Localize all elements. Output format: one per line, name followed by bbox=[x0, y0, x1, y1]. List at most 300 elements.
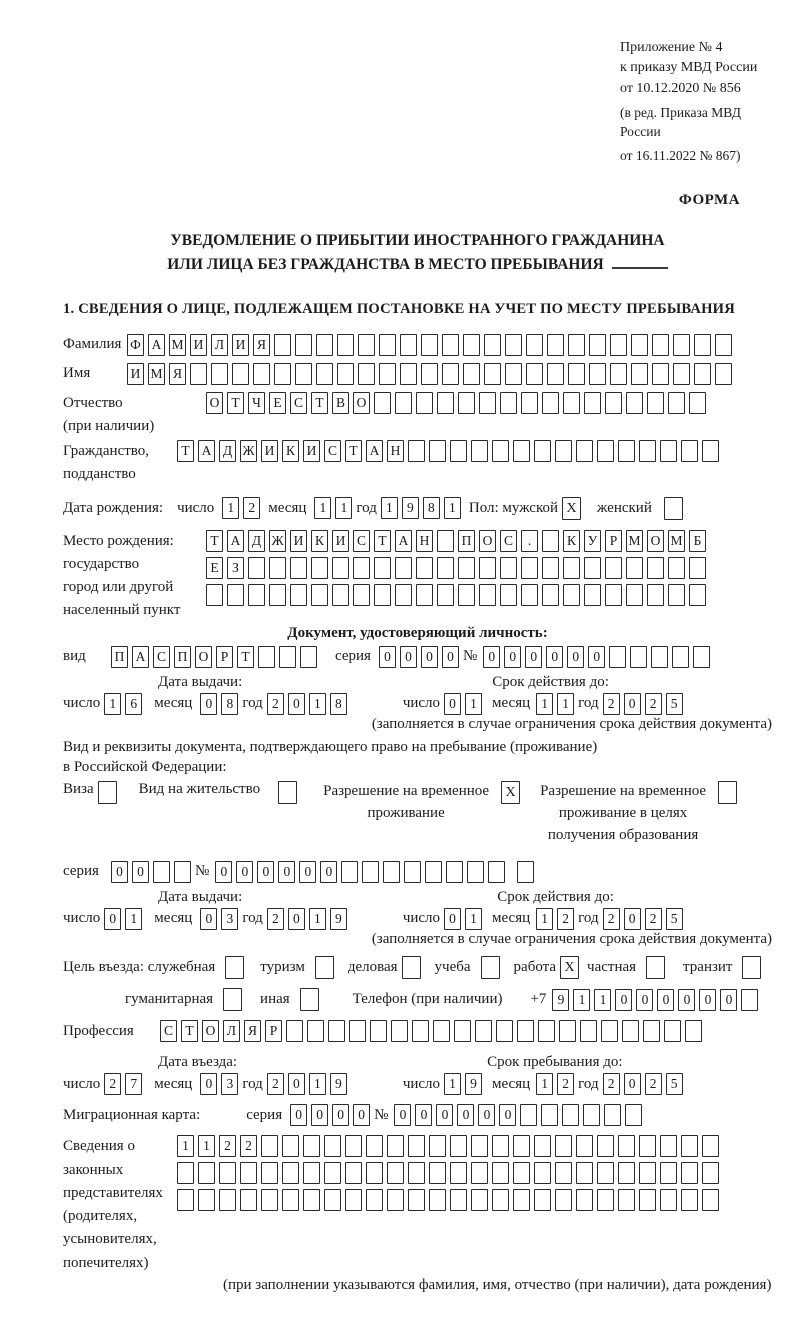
char-cell[interactable]: 0 bbox=[288, 693, 305, 715]
char-cell[interactable]: Р bbox=[265, 1020, 282, 1042]
char-cell[interactable]: И bbox=[190, 334, 207, 356]
char-cell[interactable]: 0 bbox=[288, 908, 305, 930]
char-cell[interactable] bbox=[450, 1162, 467, 1184]
char-cell[interactable] bbox=[269, 557, 286, 579]
char-cell[interactable] bbox=[622, 1020, 639, 1042]
char-cell[interactable] bbox=[454, 1020, 471, 1042]
char-cell[interactable] bbox=[303, 1135, 320, 1157]
char-cell[interactable] bbox=[190, 363, 207, 385]
char-cell[interactable]: 9 bbox=[330, 1073, 347, 1095]
char-cell[interactable] bbox=[681, 1162, 698, 1184]
char-cell[interactable] bbox=[353, 584, 370, 606]
char-cell[interactable] bbox=[282, 1135, 299, 1157]
char-cell[interactable] bbox=[568, 334, 585, 356]
char-cell[interactable] bbox=[576, 440, 593, 462]
char-cell[interactable]: О bbox=[206, 392, 223, 414]
char-cell[interactable] bbox=[303, 1162, 320, 1184]
char-cell[interactable]: 1 bbox=[104, 693, 121, 715]
char-cell[interactable] bbox=[576, 1162, 593, 1184]
char-cell[interactable] bbox=[311, 584, 328, 606]
char-cell[interactable] bbox=[517, 1020, 534, 1042]
char-cell[interactable] bbox=[408, 1135, 425, 1157]
char-cell[interactable]: 0 bbox=[504, 646, 521, 668]
char-cell[interactable] bbox=[534, 440, 551, 462]
char-cell[interactable] bbox=[458, 584, 475, 606]
char-cell[interactable] bbox=[563, 584, 580, 606]
char-cell[interactable]: 0 bbox=[444, 908, 461, 930]
char-cell[interactable]: О bbox=[353, 392, 370, 414]
char-cell[interactable] bbox=[555, 1135, 572, 1157]
char-cell[interactable] bbox=[261, 1189, 278, 1211]
char-cell[interactable]: 2 bbox=[243, 497, 260, 519]
checkbox[interactable] bbox=[300, 988, 319, 1011]
char-cell[interactable] bbox=[471, 1189, 488, 1211]
char-cell[interactable] bbox=[345, 1162, 362, 1184]
char-cell[interactable] bbox=[601, 1020, 618, 1042]
char-cell[interactable] bbox=[366, 1135, 383, 1157]
char-cell[interactable] bbox=[702, 1135, 719, 1157]
char-cell[interactable] bbox=[328, 1020, 345, 1042]
char-cell[interactable]: 0 bbox=[442, 646, 459, 668]
char-cell[interactable] bbox=[295, 334, 312, 356]
checkbox[interactable] bbox=[315, 956, 334, 979]
char-cell[interactable]: Ж bbox=[240, 440, 257, 462]
char-cell[interactable] bbox=[609, 646, 626, 668]
char-cell[interactable] bbox=[626, 584, 643, 606]
char-cell[interactable]: 9 bbox=[330, 908, 347, 930]
char-cell[interactable] bbox=[513, 1135, 530, 1157]
char-cell[interactable]: 2 bbox=[267, 908, 284, 930]
char-cell[interactable] bbox=[639, 1135, 656, 1157]
char-cell[interactable]: 0 bbox=[678, 989, 695, 1011]
char-cell[interactable] bbox=[337, 334, 354, 356]
char-cell[interactable] bbox=[631, 334, 648, 356]
char-cell[interactable] bbox=[274, 334, 291, 356]
char-cell[interactable] bbox=[517, 861, 534, 883]
char-cell[interactable] bbox=[534, 1189, 551, 1211]
char-cell[interactable] bbox=[589, 334, 606, 356]
char-cell[interactable] bbox=[374, 392, 391, 414]
char-cell[interactable] bbox=[219, 1162, 236, 1184]
char-cell[interactable] bbox=[668, 557, 685, 579]
checkbox[interactable]: X bbox=[560, 956, 579, 979]
char-cell[interactable]: М bbox=[169, 334, 186, 356]
char-cell[interactable] bbox=[610, 363, 627, 385]
char-cell[interactable] bbox=[429, 1135, 446, 1157]
char-cell[interactable] bbox=[521, 392, 538, 414]
char-cell[interactable]: 1 bbox=[222, 497, 239, 519]
char-cell[interactable]: 0 bbox=[624, 908, 641, 930]
char-cell[interactable] bbox=[404, 861, 421, 883]
char-cell[interactable] bbox=[538, 1020, 555, 1042]
char-cell[interactable] bbox=[568, 363, 585, 385]
char-cell[interactable]: Р bbox=[605, 530, 622, 552]
char-cell[interactable]: 0 bbox=[720, 989, 737, 1011]
char-cell[interactable] bbox=[542, 530, 559, 552]
char-cell[interactable] bbox=[177, 1162, 194, 1184]
char-cell[interactable]: 0 bbox=[624, 693, 641, 715]
char-cell[interactable] bbox=[626, 557, 643, 579]
char-cell[interactable]: Т bbox=[345, 440, 362, 462]
char-cell[interactable] bbox=[332, 557, 349, 579]
char-cell[interactable] bbox=[366, 1189, 383, 1211]
char-cell[interactable] bbox=[534, 1135, 551, 1157]
checkbox[interactable]: X bbox=[562, 497, 581, 520]
char-cell[interactable]: Л bbox=[223, 1020, 240, 1042]
char-cell[interactable]: О bbox=[479, 530, 496, 552]
char-cell[interactable] bbox=[353, 557, 370, 579]
char-cell[interactable] bbox=[153, 861, 170, 883]
char-cell[interactable] bbox=[521, 584, 538, 606]
char-cell[interactable] bbox=[211, 363, 228, 385]
char-cell[interactable]: К bbox=[311, 530, 328, 552]
char-cell[interactable] bbox=[374, 557, 391, 579]
checkbox[interactable] bbox=[98, 781, 117, 804]
char-cell[interactable] bbox=[290, 584, 307, 606]
char-cell[interactable]: 2 bbox=[267, 1073, 284, 1095]
char-cell[interactable] bbox=[358, 334, 375, 356]
char-cell[interactable] bbox=[604, 1104, 621, 1126]
char-cell[interactable] bbox=[541, 1104, 558, 1126]
char-cell[interactable] bbox=[555, 1162, 572, 1184]
char-cell[interactable] bbox=[702, 1162, 719, 1184]
char-cell[interactable]: 8 bbox=[423, 497, 440, 519]
char-cell[interactable]: С bbox=[324, 440, 341, 462]
char-cell[interactable] bbox=[562, 1104, 579, 1126]
char-cell[interactable] bbox=[324, 1189, 341, 1211]
char-cell[interactable]: 8 bbox=[221, 693, 238, 715]
char-cell[interactable] bbox=[416, 557, 433, 579]
char-cell[interactable] bbox=[286, 1020, 303, 1042]
char-cell[interactable] bbox=[400, 363, 417, 385]
char-cell[interactable] bbox=[366, 1162, 383, 1184]
char-cell[interactable]: 0 bbox=[624, 1073, 641, 1095]
checkbox[interactable] bbox=[402, 956, 421, 979]
char-cell[interactable]: 2 bbox=[267, 693, 284, 715]
char-cell[interactable]: 0 bbox=[483, 646, 500, 668]
char-cell[interactable]: А bbox=[132, 646, 149, 668]
char-cell[interactable]: Т bbox=[227, 392, 244, 414]
char-cell[interactable]: 0 bbox=[400, 646, 417, 668]
checkbox[interactable] bbox=[742, 956, 761, 979]
char-cell[interactable] bbox=[741, 989, 758, 1011]
char-cell[interactable] bbox=[282, 1189, 299, 1211]
char-cell[interactable]: 3 bbox=[221, 1073, 238, 1095]
char-cell[interactable] bbox=[639, 1162, 656, 1184]
char-cell[interactable] bbox=[563, 557, 580, 579]
char-cell[interactable]: Я bbox=[253, 334, 270, 356]
char-cell[interactable] bbox=[261, 1162, 278, 1184]
char-cell[interactable]: И bbox=[290, 530, 307, 552]
char-cell[interactable] bbox=[345, 1135, 362, 1157]
char-cell[interactable] bbox=[303, 1189, 320, 1211]
char-cell[interactable]: М bbox=[148, 363, 165, 385]
char-cell[interactable] bbox=[555, 1189, 572, 1211]
char-cell[interactable]: 1 bbox=[557, 693, 574, 715]
char-cell[interactable] bbox=[652, 363, 669, 385]
char-cell[interactable] bbox=[521, 557, 538, 579]
char-cell[interactable]: 0 bbox=[444, 693, 461, 715]
char-cell[interactable] bbox=[206, 584, 223, 606]
char-cell[interactable] bbox=[219, 1189, 236, 1211]
char-cell[interactable] bbox=[442, 363, 459, 385]
char-cell[interactable]: К bbox=[282, 440, 299, 462]
char-cell[interactable] bbox=[295, 363, 312, 385]
char-cell[interactable]: 1 bbox=[314, 497, 331, 519]
char-cell[interactable] bbox=[471, 1162, 488, 1184]
char-cell[interactable] bbox=[647, 392, 664, 414]
char-cell[interactable] bbox=[429, 1162, 446, 1184]
char-cell[interactable] bbox=[383, 861, 400, 883]
char-cell[interactable] bbox=[610, 334, 627, 356]
char-cell[interactable] bbox=[542, 557, 559, 579]
char-cell[interactable] bbox=[446, 861, 463, 883]
char-cell[interactable]: 1 bbox=[536, 908, 553, 930]
char-cell[interactable] bbox=[681, 440, 698, 462]
char-cell[interactable] bbox=[643, 1020, 660, 1042]
char-cell[interactable] bbox=[227, 584, 244, 606]
char-cell[interactable]: 1 bbox=[125, 908, 142, 930]
char-cell[interactable]: С bbox=[160, 1020, 177, 1042]
char-cell[interactable]: К bbox=[563, 530, 580, 552]
char-cell[interactable] bbox=[651, 646, 668, 668]
char-cell[interactable]: С bbox=[153, 646, 170, 668]
char-cell[interactable]: П bbox=[111, 646, 128, 668]
char-cell[interactable] bbox=[362, 861, 379, 883]
char-cell[interactable] bbox=[471, 1135, 488, 1157]
char-cell[interactable]: 9 bbox=[402, 497, 419, 519]
char-cell[interactable] bbox=[547, 334, 564, 356]
char-cell[interactable] bbox=[307, 1020, 324, 1042]
char-cell[interactable] bbox=[660, 1162, 677, 1184]
char-cell[interactable]: 6 bbox=[125, 693, 142, 715]
char-cell[interactable]: 1 bbox=[335, 497, 352, 519]
char-cell[interactable]: И bbox=[303, 440, 320, 462]
char-cell[interactable]: 1 bbox=[309, 693, 326, 715]
char-cell[interactable] bbox=[450, 440, 467, 462]
char-cell[interactable] bbox=[597, 440, 614, 462]
char-cell[interactable]: Е bbox=[269, 392, 286, 414]
char-cell[interactable]: 0 bbox=[215, 861, 232, 883]
char-cell[interactable]: З bbox=[227, 557, 244, 579]
char-cell[interactable] bbox=[715, 334, 732, 356]
char-cell[interactable]: С bbox=[353, 530, 370, 552]
char-cell[interactable] bbox=[408, 440, 425, 462]
char-cell[interactable] bbox=[450, 1135, 467, 1157]
char-cell[interactable]: 2 bbox=[104, 1073, 121, 1095]
char-cell[interactable]: И bbox=[261, 440, 278, 462]
char-cell[interactable]: 0 bbox=[320, 861, 337, 883]
char-cell[interactable] bbox=[492, 1162, 509, 1184]
char-cell[interactable]: Я bbox=[169, 363, 186, 385]
char-cell[interactable] bbox=[559, 1020, 576, 1042]
char-cell[interactable]: С bbox=[290, 392, 307, 414]
char-cell[interactable] bbox=[694, 334, 711, 356]
char-cell[interactable]: 2 bbox=[557, 1073, 574, 1095]
checkbox[interactable] bbox=[223, 988, 242, 1011]
char-cell[interactable]: 0 bbox=[615, 989, 632, 1011]
char-cell[interactable] bbox=[647, 584, 664, 606]
char-cell[interactable]: Р bbox=[216, 646, 233, 668]
char-cell[interactable] bbox=[345, 1189, 362, 1211]
char-cell[interactable] bbox=[484, 363, 501, 385]
char-cell[interactable] bbox=[605, 392, 622, 414]
char-cell[interactable] bbox=[639, 440, 656, 462]
char-cell[interactable] bbox=[479, 584, 496, 606]
char-cell[interactable] bbox=[391, 1020, 408, 1042]
char-cell[interactable]: 0 bbox=[478, 1104, 495, 1126]
char-cell[interactable]: 8 bbox=[330, 693, 347, 715]
char-cell[interactable] bbox=[458, 392, 475, 414]
char-cell[interactable]: 3 bbox=[221, 908, 238, 930]
char-cell[interactable] bbox=[174, 861, 191, 883]
char-cell[interactable]: С bbox=[500, 530, 517, 552]
char-cell[interactable] bbox=[379, 363, 396, 385]
char-cell[interactable] bbox=[475, 1020, 492, 1042]
char-cell[interactable] bbox=[681, 1135, 698, 1157]
char-cell[interactable]: И bbox=[332, 530, 349, 552]
char-cell[interactable]: 2 bbox=[603, 693, 620, 715]
char-cell[interactable]: 5 bbox=[666, 693, 683, 715]
checkbox[interactable] bbox=[718, 781, 737, 804]
checkbox[interactable] bbox=[481, 956, 500, 979]
char-cell[interactable]: 0 bbox=[132, 861, 149, 883]
char-cell[interactable] bbox=[198, 1162, 215, 1184]
char-cell[interactable]: О bbox=[202, 1020, 219, 1042]
char-cell[interactable] bbox=[647, 557, 664, 579]
char-cell[interactable]: О bbox=[647, 530, 664, 552]
char-cell[interactable]: 0 bbox=[299, 861, 316, 883]
char-cell[interactable] bbox=[421, 363, 438, 385]
char-cell[interactable]: 1 bbox=[465, 908, 482, 930]
char-cell[interactable]: А bbox=[148, 334, 165, 356]
char-cell[interactable]: 1 bbox=[536, 1073, 553, 1095]
char-cell[interactable] bbox=[240, 1189, 257, 1211]
char-cell[interactable] bbox=[520, 1104, 537, 1126]
char-cell[interactable]: Т bbox=[237, 646, 254, 668]
char-cell[interactable] bbox=[672, 646, 689, 668]
char-cell[interactable] bbox=[429, 440, 446, 462]
char-cell[interactable]: 0 bbox=[657, 989, 674, 1011]
char-cell[interactable]: 5 bbox=[666, 1073, 683, 1095]
char-cell[interactable] bbox=[526, 334, 543, 356]
char-cell[interactable] bbox=[337, 363, 354, 385]
char-cell[interactable] bbox=[300, 646, 317, 668]
char-cell[interactable] bbox=[589, 363, 606, 385]
char-cell[interactable] bbox=[261, 1135, 278, 1157]
char-cell[interactable]: 0 bbox=[394, 1104, 411, 1126]
char-cell[interactable] bbox=[618, 1189, 635, 1211]
char-cell[interactable] bbox=[450, 1189, 467, 1211]
char-cell[interactable]: 1 bbox=[536, 693, 553, 715]
char-cell[interactable] bbox=[488, 861, 505, 883]
char-cell[interactable]: 7 bbox=[125, 1073, 142, 1095]
char-cell[interactable] bbox=[580, 1020, 597, 1042]
char-cell[interactable] bbox=[693, 646, 710, 668]
char-cell[interactable] bbox=[664, 1020, 681, 1042]
char-cell[interactable] bbox=[408, 1189, 425, 1211]
char-cell[interactable]: 0 bbox=[111, 861, 128, 883]
char-cell[interactable]: Н bbox=[387, 440, 404, 462]
char-cell[interactable]: 0 bbox=[257, 861, 274, 883]
char-cell[interactable]: 0 bbox=[200, 908, 217, 930]
char-cell[interactable] bbox=[576, 1189, 593, 1211]
char-cell[interactable] bbox=[505, 363, 522, 385]
char-cell[interactable] bbox=[542, 392, 559, 414]
checkbox[interactable] bbox=[278, 781, 297, 804]
char-cell[interactable]: 0 bbox=[311, 1104, 328, 1126]
char-cell[interactable]: 1 bbox=[465, 693, 482, 715]
char-cell[interactable] bbox=[463, 363, 480, 385]
char-cell[interactable] bbox=[437, 530, 454, 552]
char-cell[interactable]: 0 bbox=[457, 1104, 474, 1126]
char-cell[interactable]: 0 bbox=[588, 646, 605, 668]
char-cell[interactable] bbox=[253, 363, 270, 385]
char-cell[interactable]: Е bbox=[206, 557, 223, 579]
char-cell[interactable]: А bbox=[366, 440, 383, 462]
char-cell[interactable] bbox=[492, 1135, 509, 1157]
char-cell[interactable] bbox=[584, 584, 601, 606]
char-cell[interactable] bbox=[660, 1189, 677, 1211]
char-cell[interactable]: 5 bbox=[666, 908, 683, 930]
char-cell[interactable] bbox=[500, 392, 517, 414]
char-cell[interactable] bbox=[463, 334, 480, 356]
char-cell[interactable]: 0 bbox=[288, 1073, 305, 1095]
char-cell[interactable] bbox=[702, 440, 719, 462]
char-cell[interactable]: 0 bbox=[525, 646, 542, 668]
char-cell[interactable] bbox=[660, 1135, 677, 1157]
char-cell[interactable] bbox=[492, 440, 509, 462]
char-cell[interactable]: 1 bbox=[573, 989, 590, 1011]
char-cell[interactable] bbox=[433, 1020, 450, 1042]
char-cell[interactable]: 0 bbox=[353, 1104, 370, 1126]
char-cell[interactable] bbox=[625, 1104, 642, 1126]
char-cell[interactable]: 9 bbox=[465, 1073, 482, 1095]
char-cell[interactable] bbox=[248, 584, 265, 606]
char-cell[interactable] bbox=[694, 363, 711, 385]
char-cell[interactable]: 2 bbox=[219, 1135, 236, 1157]
char-cell[interactable] bbox=[425, 861, 442, 883]
char-cell[interactable] bbox=[370, 1020, 387, 1042]
char-cell[interactable] bbox=[500, 557, 517, 579]
char-cell[interactable]: 9 bbox=[552, 989, 569, 1011]
char-cell[interactable] bbox=[479, 392, 496, 414]
char-cell[interactable]: Н bbox=[416, 530, 433, 552]
char-cell[interactable]: 1 bbox=[198, 1135, 215, 1157]
char-cell[interactable]: 2 bbox=[645, 693, 662, 715]
char-cell[interactable]: 0 bbox=[278, 861, 295, 883]
char-cell[interactable]: Т bbox=[374, 530, 391, 552]
char-cell[interactable] bbox=[702, 1189, 719, 1211]
char-cell[interactable]: М bbox=[668, 530, 685, 552]
char-cell[interactable]: 0 bbox=[499, 1104, 516, 1126]
char-cell[interactable]: 1 bbox=[594, 989, 611, 1011]
char-cell[interactable]: У bbox=[584, 530, 601, 552]
char-cell[interactable]: Ч bbox=[248, 392, 265, 414]
char-cell[interactable] bbox=[437, 584, 454, 606]
char-cell[interactable] bbox=[513, 1189, 530, 1211]
char-cell[interactable]: А bbox=[395, 530, 412, 552]
char-cell[interactable]: Т bbox=[181, 1020, 198, 1042]
char-cell[interactable] bbox=[387, 1162, 404, 1184]
char-cell[interactable] bbox=[484, 334, 501, 356]
char-cell[interactable] bbox=[496, 1020, 513, 1042]
char-cell[interactable] bbox=[324, 1162, 341, 1184]
char-cell[interactable] bbox=[198, 1189, 215, 1211]
char-cell[interactable] bbox=[555, 440, 572, 462]
char-cell[interactable]: 2 bbox=[603, 1073, 620, 1095]
char-cell[interactable]: Я bbox=[244, 1020, 261, 1042]
